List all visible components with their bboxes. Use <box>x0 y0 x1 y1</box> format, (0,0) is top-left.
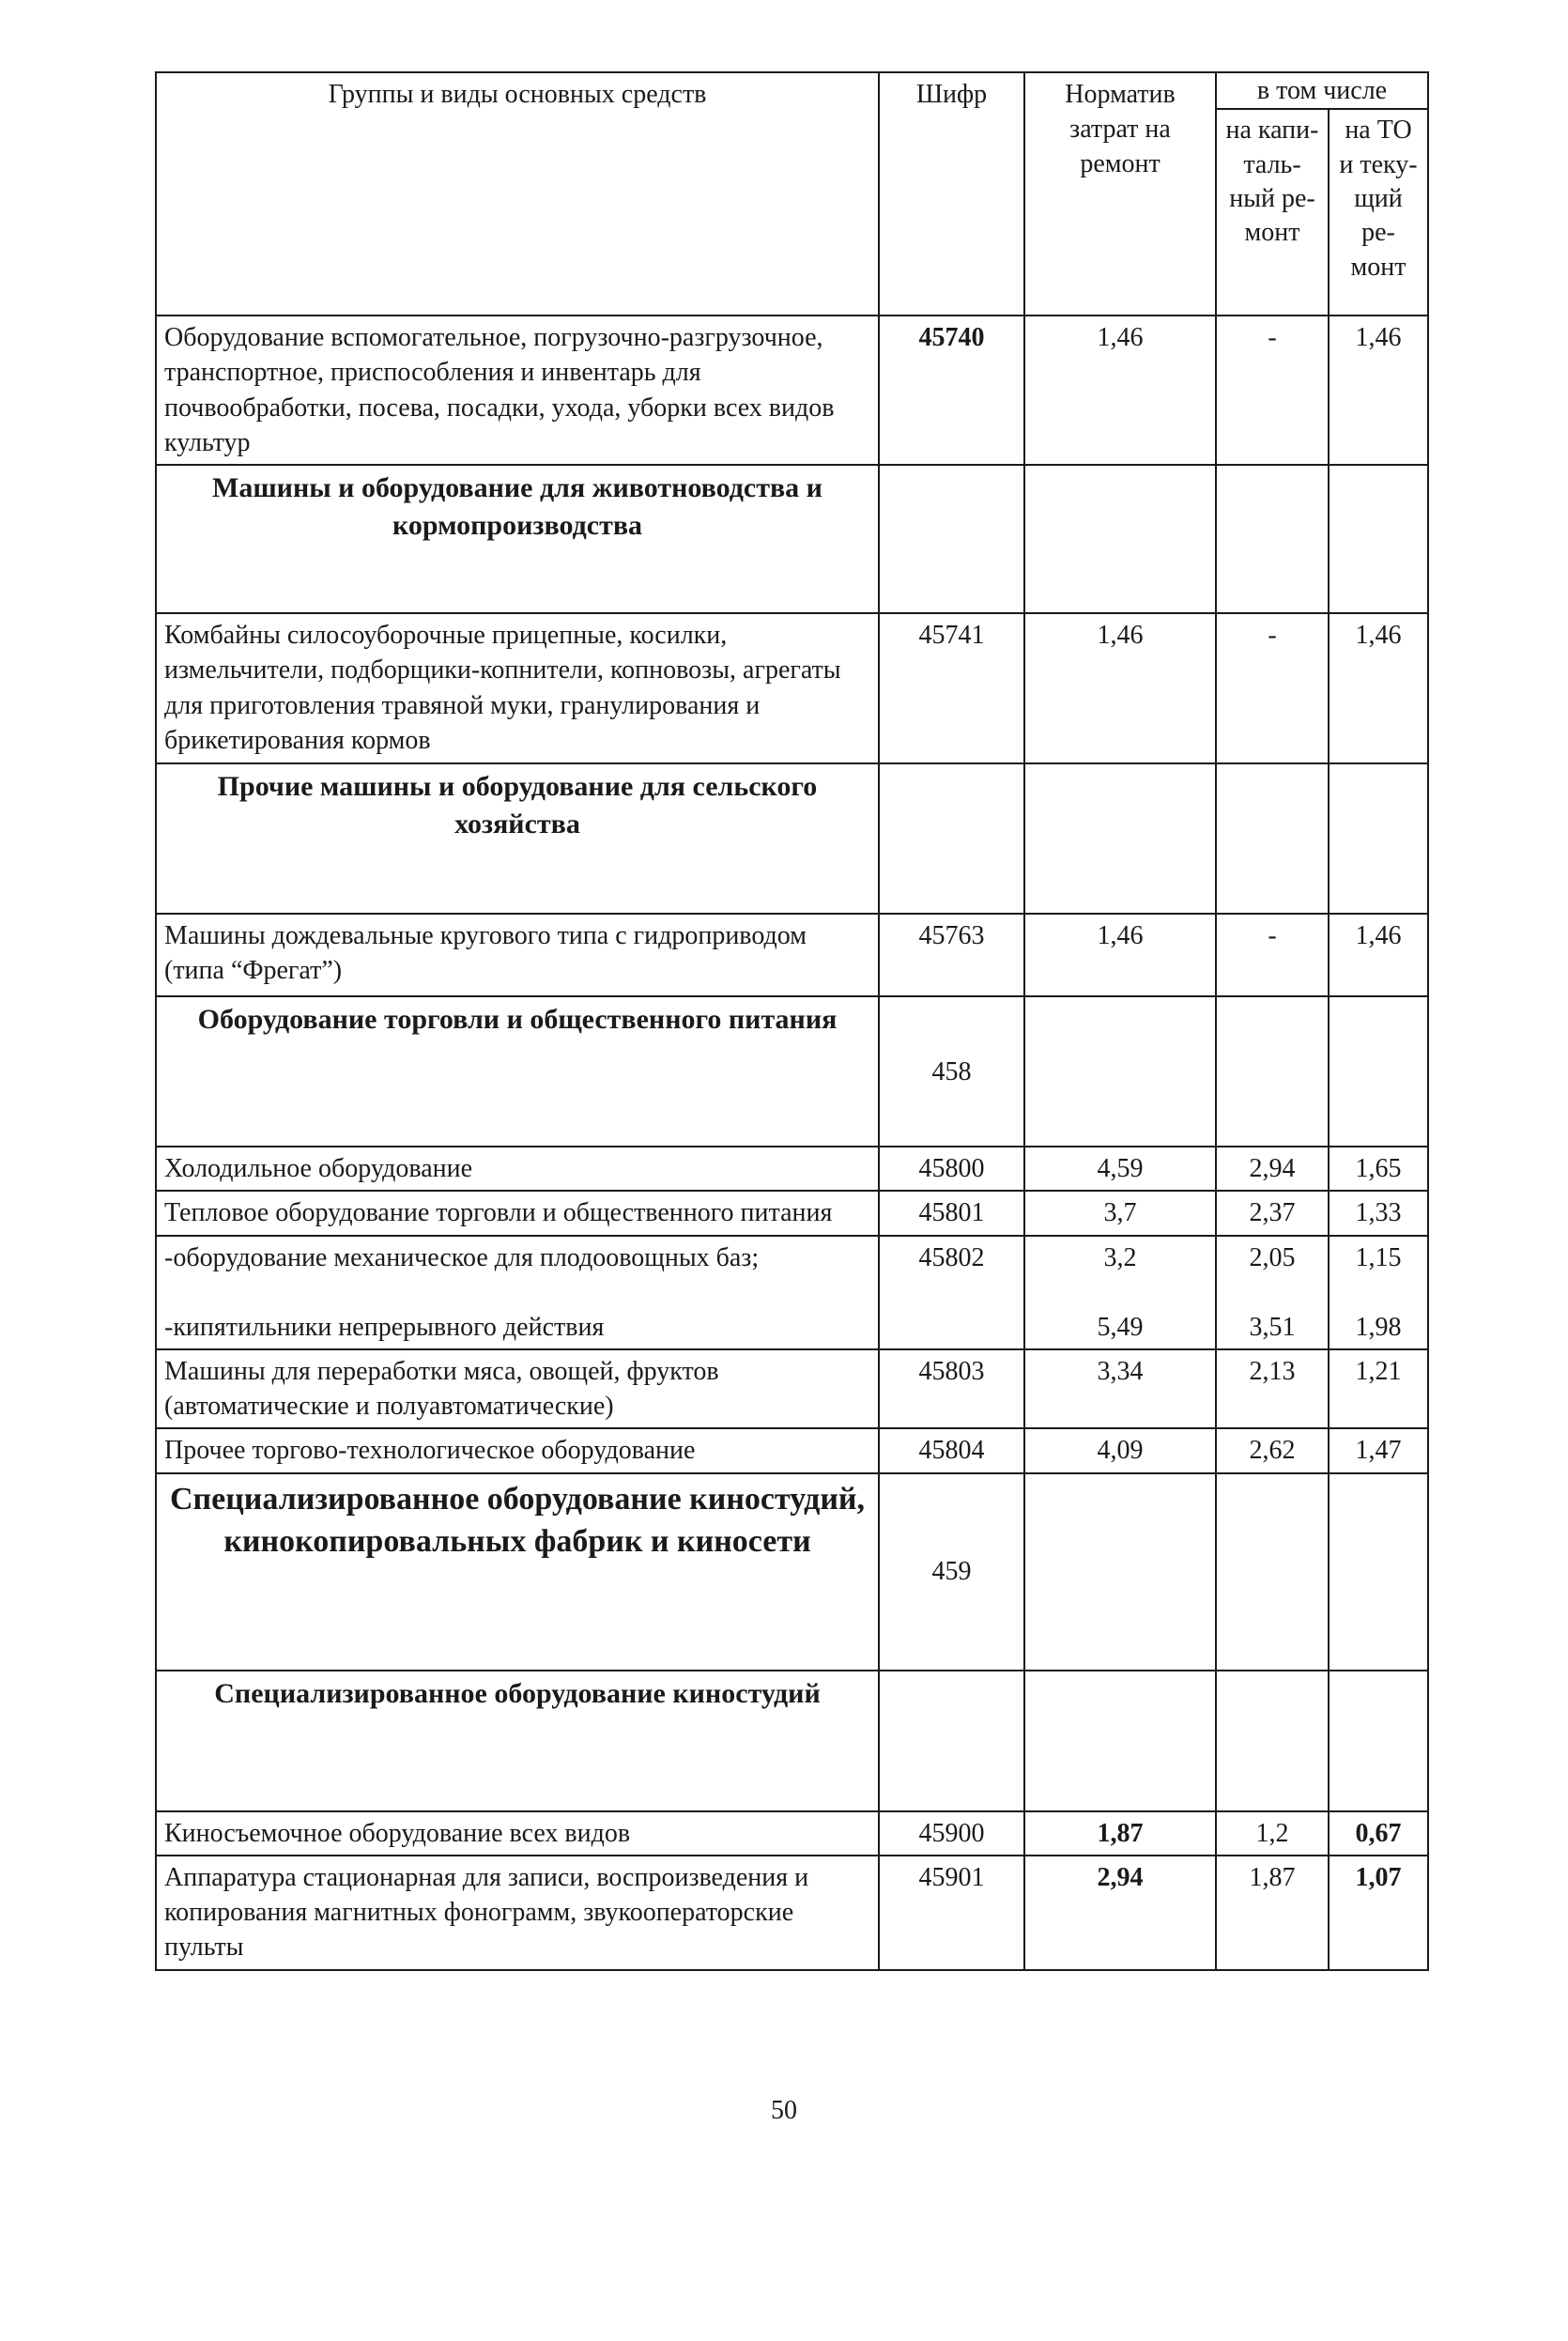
row-name: Аппаратура стационарная для записи, воспроизведения и копирования магнитных фонограмм, звукооператорские пульты <box>156 1856 879 1970</box>
row-to: 1,21 <box>1329 1349 1428 1428</box>
header-to-current: на ТО и теку-щий ре-монт <box>1329 109 1428 316</box>
repair-norms-table <box>155 71 1429 1971</box>
row-code: 45900 <box>879 1811 1024 1856</box>
group-row <box>156 996 1428 1147</box>
group-title: Машины и оборудование для животноводства и кормопроизводства <box>156 465 879 613</box>
table-row <box>156 1147 1428 1191</box>
row-name: Машины дождевальные кругового типа с гидроприводом (типа “Фрегат”) <box>156 914 879 996</box>
row-name: Комбайны силосоуборочные прицепные, косилки, измельчители, подборщики-копнители, копновозы, агрегаты для приготовления травяной муки, гранулирования и брикетирования кормов <box>156 613 879 763</box>
row-name-a: -оборудование механическое для плодоовощных баз; <box>164 1242 760 1272</box>
row-code: 458 <box>879 996 1024 1147</box>
group-title: Прочие машины и оборудование для сельского хозяйства <box>156 763 879 914</box>
row-code: 45800 <box>879 1147 1024 1191</box>
row-capital: 2,13 <box>1216 1349 1329 1428</box>
row-capital: - <box>1216 613 1329 763</box>
row-name-b: -кипятильники непрерывного действия <box>164 1312 605 1342</box>
row-to: 1,46 <box>1329 613 1428 763</box>
group-title: Специализированное оборудование киностудий, кинокопировальных фабрик и киносети <box>156 1473 879 1671</box>
row-capital: - <box>1216 914 1329 996</box>
row-norm: 2,94 <box>1024 1856 1216 1970</box>
row-to: 1,65 <box>1329 1147 1428 1191</box>
group-title: Оборудование торговли и общественного питания <box>156 996 879 1147</box>
row-norm: 4,59 <box>1024 1147 1216 1191</box>
row-capital: 2,37 <box>1216 1191 1329 1235</box>
table-row <box>156 1191 1428 1235</box>
row-name: Тепловое оборудование торговли и общественного питания <box>156 1191 879 1235</box>
row-name <box>156 1236 879 1349</box>
row-code: 45741 <box>879 613 1024 763</box>
row-code <box>879 1671 1024 1811</box>
group-title: Специализированное оборудование киностудий <box>156 1671 879 1811</box>
header-including: в том числе <box>1216 72 1428 109</box>
row-code: 45804 <box>879 1428 1024 1472</box>
row-name: Оборудование вспомогательное, погрузочно-разгрузочное, транспортное, приспособления и инвентарь для почвообработки, посева, посадки, ухода, уборки всех видов культур <box>156 316 879 465</box>
group-row <box>156 1473 1428 1671</box>
row-code: 45802 <box>879 1236 1024 1349</box>
row-norm: 1,46 <box>1024 914 1216 996</box>
row-to: 1,46 <box>1329 316 1428 465</box>
row-norm: 4,09 <box>1024 1428 1216 1472</box>
row-code: 459 <box>879 1473 1024 1671</box>
table-row <box>156 1236 1428 1349</box>
row-to <box>1329 1236 1428 1349</box>
row-norm: 1,46 <box>1024 613 1216 763</box>
row-capital: - <box>1216 316 1329 465</box>
row-name: Холодильное оборудование <box>156 1147 879 1191</box>
table-row <box>156 316 1428 465</box>
table-row <box>156 914 1428 996</box>
row-code <box>879 465 1024 613</box>
table-row <box>156 1856 1428 1970</box>
row-code: 45801 <box>879 1191 1024 1235</box>
row-norm: 3,34 <box>1024 1349 1216 1428</box>
row-code: 45763 <box>879 914 1024 996</box>
group-row <box>156 763 1428 914</box>
row-code: 45740 <box>879 316 1024 465</box>
header-groups: Группы и виды основных средств <box>156 72 879 316</box>
row-capital: 1,2 <box>1216 1811 1329 1856</box>
header-capital: на капи-таль-ный ре-монт <box>1216 109 1329 316</box>
header-norm: Норматив затрат на ремонт <box>1024 72 1216 316</box>
row-name: Киносъемочное оборудование всех видов <box>156 1811 879 1856</box>
table-row <box>156 1428 1428 1472</box>
row-capital-a: 2,05 <box>1249 1242 1296 1272</box>
table-row <box>156 1811 1428 1856</box>
row-code: 45901 <box>879 1856 1024 1970</box>
row-norm: 1,87 <box>1024 1811 1216 1856</box>
row-capital <box>1216 1236 1329 1349</box>
row-norm-b: 5,49 <box>1097 1312 1144 1342</box>
row-to: 1,33 <box>1329 1191 1428 1235</box>
row-norm <box>1024 1236 1216 1349</box>
row-code <box>879 763 1024 914</box>
group-row <box>156 465 1428 613</box>
row-capital-b: 3,51 <box>1249 1312 1296 1342</box>
header-code: Шифр <box>879 72 1024 316</box>
row-to: 1,07 <box>1329 1856 1428 1970</box>
table-row <box>156 1349 1428 1428</box>
row-name: Машины для переработки мяса, овощей, фруктов (автоматические и полуавтоматические) <box>156 1349 879 1428</box>
row-norm: 3,7 <box>1024 1191 1216 1235</box>
table-row <box>156 613 1428 763</box>
row-capital: 2,94 <box>1216 1147 1329 1191</box>
row-to-a: 1,15 <box>1355 1242 1402 1272</box>
row-to: 1,46 <box>1329 914 1428 996</box>
row-to: 1,47 <box>1329 1428 1428 1472</box>
row-capital: 1,87 <box>1216 1856 1329 1970</box>
row-norm-a: 3,2 <box>1103 1242 1137 1272</box>
row-name: Прочее торгово-технологическое оборудование <box>156 1428 879 1472</box>
group-row <box>156 1671 1428 1811</box>
row-to: 0,67 <box>1329 1811 1428 1856</box>
row-to-b: 1,98 <box>1355 1312 1402 1342</box>
row-capital: 2,62 <box>1216 1428 1329 1472</box>
row-code: 45803 <box>879 1349 1024 1428</box>
page-number: 50 <box>771 2096 797 2125</box>
row-norm: 1,46 <box>1024 316 1216 465</box>
